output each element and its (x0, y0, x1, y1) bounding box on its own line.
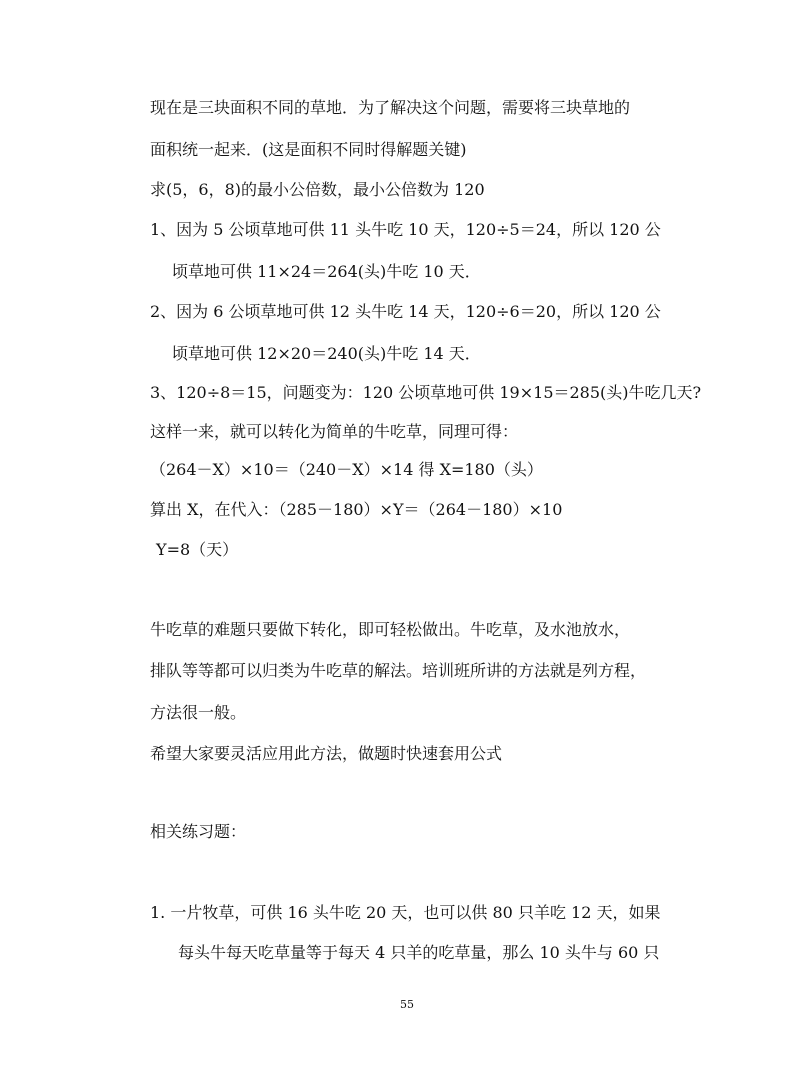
text-line: 排队等等都可以归类为牛吃草的解法。培训班所讲的方法就是列方程， (150, 661, 647, 680)
text-line: Y=8（天） (156, 540, 239, 559)
text-line: 算出 X，在代入：（285－180）×Y＝（264－180）×10 (150, 500, 563, 519)
text-line: 方法很一般。 (150, 703, 247, 722)
page-number: 55 (400, 998, 414, 1011)
text-line: 1. 一片牧草，可供 16 头牛吃 20 天，也可以供 80 只羊吃 12 天，如果 (150, 903, 661, 922)
text-line: 每头牛每天吃草量等于每天 4 只羊的吃草量，那么 10 头牛与 60 只 (178, 943, 660, 962)
text-line: 面积统一起来．(这是面积不同时得解题关键) (150, 140, 467, 159)
text-line: 1、因为 5 公顷草地可供 11 头牛吃 10 天，120÷5＝24，所以 120 公 (150, 220, 661, 239)
text-line: 希望大家要灵活应用此方法，做题时快速套用公式 (150, 744, 503, 763)
section-heading: 相关练习题： (150, 822, 247, 841)
text-line: 现在是三块面积不同的草地．为了解决这个问题，需要将三块草地的 (150, 98, 631, 117)
text-line: 求(5，6，8)的最小公倍数，最小公倍数为 120 (150, 180, 485, 199)
text-line: 顷草地可供 12×20＝240(头)牛吃 14 天． (172, 344, 481, 363)
text-line: 2、因为 6 公顷草地可供 12 头牛吃 14 天，120÷6＝20，所以 120 公 (150, 302, 661, 321)
text-line: 这样一来，就可以转化为简单的牛吃草，同理可得： (150, 422, 519, 441)
text-line: （264－X）×10＝（240－X）×14 得 X=180（头） (150, 460, 543, 479)
text-line: 牛吃草的难题只要做下转化，即可轻松做出。牛吃草，及水池放水， (150, 620, 631, 639)
text-line: 顷草地可供 11×24＝264(头)牛吃 10 天． (172, 262, 481, 281)
text-line: 3、120÷8＝15，问题变为：120 公顷草地可供 19×15＝285(头)牛吃几天? (150, 383, 702, 402)
